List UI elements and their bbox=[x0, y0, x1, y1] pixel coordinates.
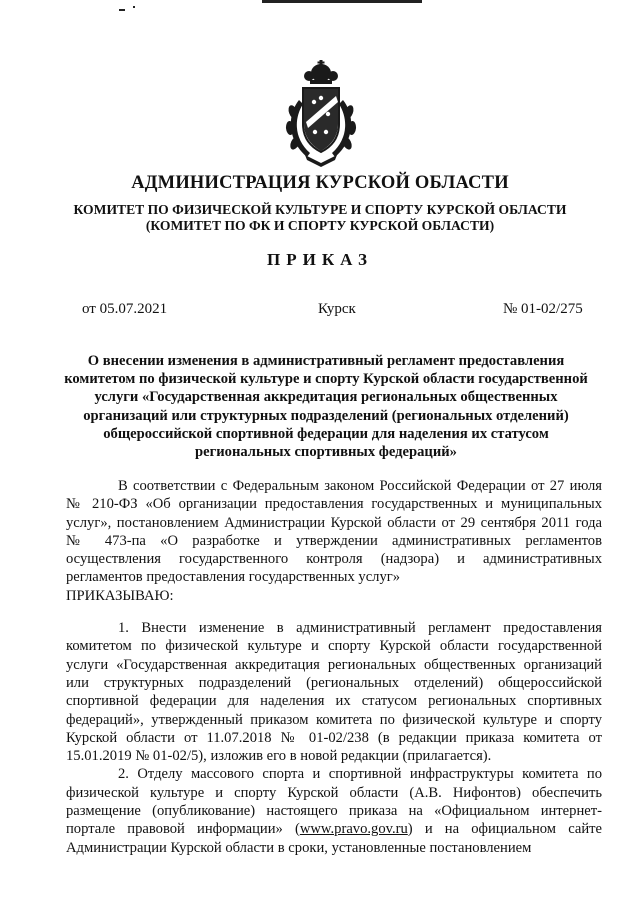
item-2-text-start: 2. Отделу массового спорта и спортивной инфраструктуры комитета по физической культуре и спорту Курской области (А.В. Нифонтов) обеспечить размещение (опубликование) настоящего приказа на «Официальном интернет-портале правовой информации» ( bbox=[66, 766, 602, 838]
organization-heading: АДМИНИСТРАЦИЯ КУРСКОЙ ОБЛАСТИ bbox=[131, 173, 509, 193]
preamble-paragraph: В соответствии с Федеральным законом Российской Федерации от 27 июля № 210-ФЗ «Об организации предоставления государственных и муниципальных услуг», постановлением Администрации Курской области от 29 сентября 2011 года № 473-па «О разработке и утверждении административных регламентов осуществления государственного контроля (надзора) и административных регламентов предоставления государственных услуг» bbox=[66, 478, 602, 586]
document-city: Курск bbox=[318, 301, 356, 317]
committee-heading bbox=[60, 202, 580, 234]
scan-mark-dot bbox=[133, 6, 135, 8]
committee-short-name: (КОМИТЕТ ПО ФК И СПОРТУ КУРСКОЙ ОБЛАСТИ) bbox=[145, 218, 495, 233]
pravo-link[interactable]: www.pravo.gov.ru bbox=[299, 821, 408, 838]
document-number: № 01-02/275 bbox=[503, 301, 583, 317]
document-body bbox=[66, 477, 602, 857]
item-2-paragraph bbox=[66, 765, 602, 856]
scan-mark-top bbox=[262, 0, 422, 3]
document-type: ПРИКАЗ bbox=[267, 250, 373, 269]
order-word: ПРИКАЗЫВАЮ: bbox=[66, 587, 174, 604]
coat-of-arms-emblem bbox=[281, 60, 361, 168]
scan-mark-left bbox=[119, 9, 125, 11]
document-title: О внесении изменения в административный регламент предоставления комитетом по физической культуре и спорту Курской области государственной услуги «Государственная аккредитация региональных общественных организаций или структурных подразделений (региональных отделений) общероссийской спортивной федерации для наделения их статусом региональных спортивных федераций» bbox=[64, 353, 588, 461]
committee-name: КОМИТЕТ ПО ФИЗИЧЕСКОЙ КУЛЬТУРЕ И СПОРТУ КУРСКОЙ ОБЛАСТИ bbox=[73, 202, 567, 217]
item-1-paragraph: 1. Внести изменение в административный регламент предоставления комитетом по физической культуре и спорту Курской области государственной услуги «Государственная аккредитация региональных общественных организаций или структурных подразделений (региональных отделений) общероссийской спортивной федерации для наделения их статусом региональных спортивных федераций», утвержденный приказом комитета по физической культуре и спорту Курской области от 11.07.2018 № 01-02/238 (в редакции приказа комитета от 15.01.2019 № 01-02/5), изложив его в новой редакции (прилагается). bbox=[66, 620, 602, 765]
item-2-text-end: ) и на официальном сайте Администрации Курской области в сроки, установленные постановлением bbox=[66, 821, 602, 856]
document-date: от 05.07.2021 bbox=[82, 301, 168, 317]
